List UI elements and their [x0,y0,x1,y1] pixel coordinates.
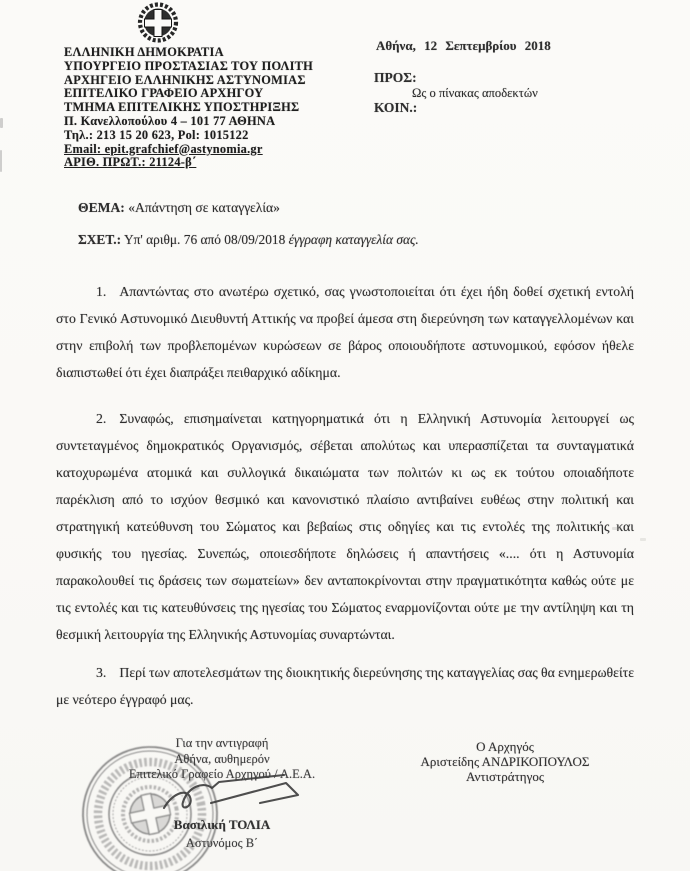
signatory-rank: Αντιστράτηγος [466,769,544,784]
certification-line: Αθήνα, αυθημερόν [174,751,270,766]
scan-artifact [612,527,621,530]
email-line: Email: epit.grafchief@astynomia.gr [64,141,263,156]
address-line: Π. Κανελλοπούλου 4 – 101 77 ΑΘΗΝΑ [64,113,276,128]
scan-artifact [0,118,3,128]
certifier-rank: Αστυνόμος Β΄ [185,836,259,850]
paragraph-text: Απαντώντας στο ανωτέρω σχετικό, σας γνωστοποιείται ότι έχει ήδη δοθεί σχετική εντολή στο Γενικό Αστυνομικό Διευθυντή Αττικής να προβεί άμεσα στη διερεύνηση των καταγγελλομένων και στην επιβολή των προβλεπομένων κυρώσεων σε βάρος οποιουδήποτε αστυνομικού, εφόσον ήθελε διαπιστωθεί ότι έχει διαπράξει πειθαρχικό αδίκημα. [56,284,634,380]
org-line: ΤΜΗΜΑ ΕΠΙΤΕΛΙΚΗΣ ΥΠΟΣΤΗΡΙΞΗΣ [64,100,300,115]
org-line: ΑΡΧΗΓΕΙΟ ΕΛΛΗΝΙΚΗΣ ΑΣΤΥΝΟΜΙΑΣ [64,72,306,87]
scan-artifact [0,150,2,172]
body-paragraph-2 [56,405,634,648]
date-line: Αθήνα, 12 Σεπτεμβρίου 2018 [376,38,551,53]
signatory-title: Ο Αρχηγός [476,739,534,754]
subject-label: ΘΕΜΑ: [78,200,125,215]
reference-line [78,232,419,248]
greek-national-emblem-icon [132,2,184,44]
letterhead [64,46,404,170]
signatory-name: Αριστείδης ΑΝΔΡΙΚΟΠΟΥΛΟΣ [420,754,590,769]
scan-artifact [640,538,646,541]
certifier-name: Βασιλική ΤΟΛΙΑ [173,817,271,832]
reference-value: Υπ' αριθμ. 76 από 08/09/2018 [123,232,289,247]
phone-line: Τηλ.: 213 15 20 623, Pol: 1015122 [64,127,249,142]
paragraph-number: 3. [96,665,107,680]
subject-line [78,200,280,216]
paragraph-number: 2. [96,411,107,426]
reference-label: ΣΧΕΤ.: [78,232,122,247]
body-paragraph-1 [56,278,634,386]
recipient-value: Ως ο πίνακας αποδεκτών [412,86,538,100]
cc-label: ΚΟΙΝ.: [374,100,418,115]
reference-value-italic: έγγραφη καταγγελία σας. [288,232,419,247]
org-line: ΕΛΛΗΝΙΚΗ ΔΗΜΟΚΡΑΤΙΑ [64,45,224,59]
paragraph-number: 1. [96,284,107,299]
certification-line: Για την αντιγραφή [175,736,269,750]
protocol-number-line: ΑΡΙΘ. ΠΡΩΤ.: 21124-β΄ [64,155,197,170]
org-line: ΕΠΙΤΕΛΙΚΟ ΓΡΑΦΕΙΟ ΑΡΧΗΓΟΥ [64,86,264,101]
org-line: ΥΠΟΥΡΓΕΙΟ ΠΡΟΣΤΑΣΙΑΣ ΤΟΥ ΠΟΛΙΤΗ [64,58,314,73]
paragraph-text: Συναφώς, επισημαίνεται κατηγορηματικά ότι η Ελληνική Αστυνομία λειτουργεί ως συντεταγμένος δημοκρατικός Οργανισμός, σέβεται απολύτως και υπερασπίζεται τα συνταγματικά κατοχυρωμένα ατομικά και συλλογικά δικαιώματα των πολιτών κι ως εκ τούτου οποιαδήποτε παρέκλιση από το ισχύον θεσμικό και κανονιστικό πλαίσιο αντιβαίνει ευθέως στην πολιτική και στρατηγική κατεύθυνση του Σώματος και βεβαίως στις οδηγίες και τις εντολές της πολιτικής και φυσικής του ηγεσίας. Συνεπώς, οποιεσδήποτε δηλώσεις ή απαντήσεις «.... ότι η Αστυνομία παρακολουθεί τις δράσεις των σωματείων» δεν ανταποκρίνονται στην πραγματικότητα καθώς ούτε με τις εντολές και τις κατευθύνσεις της ηγεσίας του Σώματος εναρμονίζονται ούτε με την αντίληψη και τη θεσμική λειτουργία της Ελληνικής Αστυνομίας συναρτώνται. [56,411,634,642]
body-paragraph-3 [56,659,634,713]
certification-line: Επιτελικό Γραφείο Αρχηγού / Α.Ε.Α. [128,767,316,781]
handwritten-signature-icon [156,770,324,822]
recipient-label: ΠΡΟΣ: [374,70,417,85]
subject-value: «Απάντηση σε καταγγελία» [128,200,280,215]
signature-block [383,739,627,784]
paragraph-text: Περί των αποτελεσμάτων της διοικητικής διερεύνησης της καταγγελίας σας θα ενημερωθείτε με νεότερο έγγραφό μας. [56,665,634,707]
